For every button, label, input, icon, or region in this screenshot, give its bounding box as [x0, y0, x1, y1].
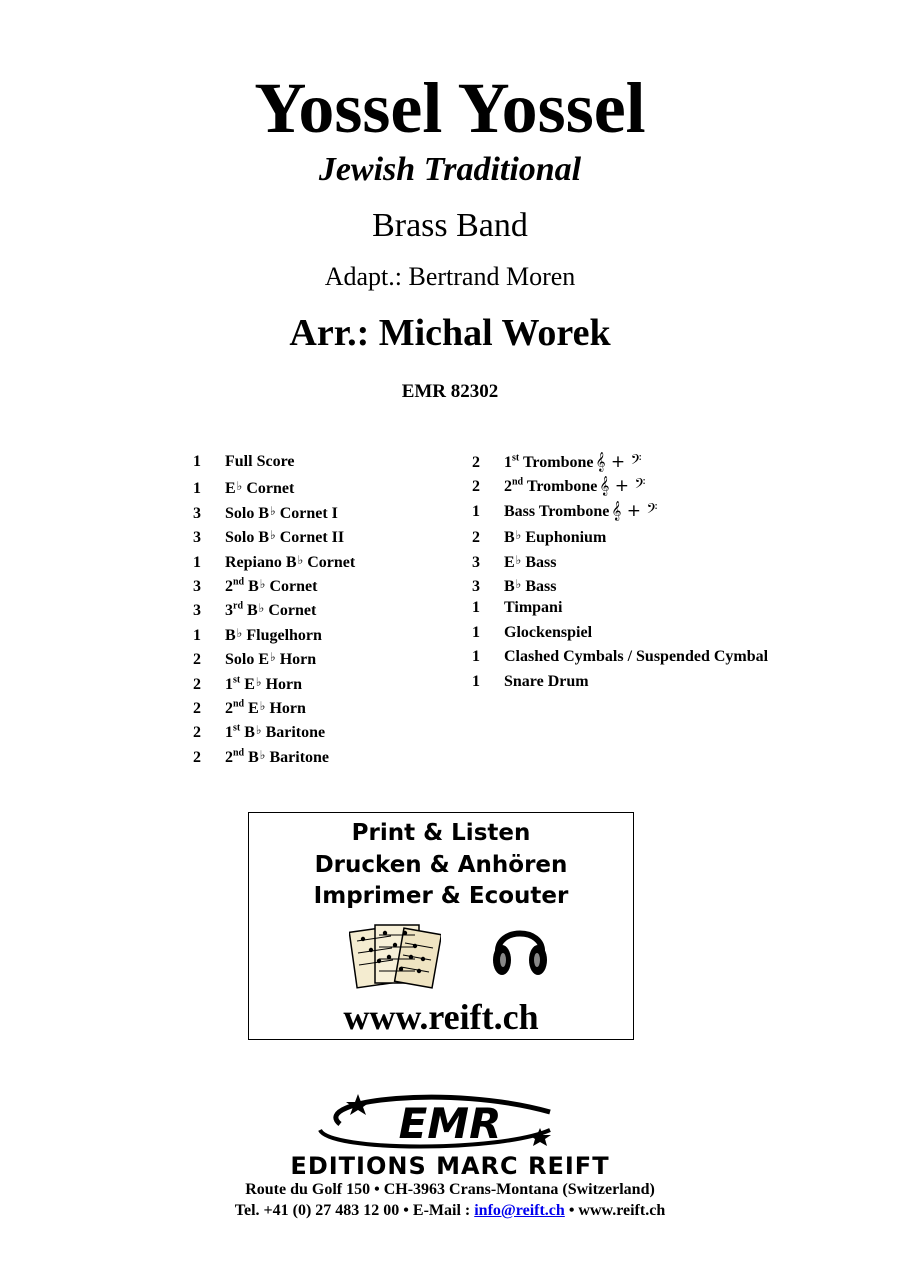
part-name: [504, 474, 645, 499]
part-name: [225, 621, 322, 648]
part-name-pre: Repiano B: [225, 553, 297, 571]
part-row: [193, 450, 355, 474]
part-name-sup: nd: [233, 576, 245, 588]
promo-line-german: Drucken & Anhören: [314, 852, 568, 878]
part-name: [225, 450, 294, 474]
adaptation-credit: Adapt.: Bertrand Moren: [324, 262, 576, 291]
contact-website: • www.reift.ch: [564, 1202, 666, 1219]
part-name-post: Cornet: [264, 602, 317, 620]
part-name-post: Flugelhorn: [242, 626, 322, 644]
part-name-pre: 3: [225, 602, 233, 620]
part-quantity: 3: [193, 602, 201, 620]
part-name-mid: B: [243, 602, 258, 620]
part-name-flat: ♭: [270, 650, 276, 665]
part-row: [472, 596, 768, 620]
part-row: [193, 548, 355, 572]
part-name: [504, 645, 768, 669]
part-name-pre: 2: [225, 577, 233, 595]
part-name-flat: ♭: [236, 625, 243, 640]
part-name-pre: Solo B: [225, 504, 270, 522]
part-name-sup: rd: [233, 601, 243, 613]
part-quantity: 3: [193, 529, 201, 547]
parts-list-right: [472, 450, 768, 694]
part-name-sup: st: [512, 452, 520, 464]
part-name-flat: ♭: [255, 723, 262, 738]
part-name-flat: ♭: [270, 503, 276, 518]
part-name-post: Cornet I: [275, 504, 338, 522]
part-name-post: Horn: [275, 651, 317, 669]
part-quantity: 2: [193, 724, 201, 742]
part-name-mid: B: [244, 577, 259, 595]
part-row: [193, 523, 355, 547]
part-name-post: Cornet: [265, 577, 318, 595]
part-quantity: 1: [472, 599, 480, 617]
part-name-pre: Solo B: [225, 529, 270, 547]
part-name-sup: st: [233, 722, 241, 734]
part-name-post: Cornet II: [275, 529, 345, 547]
part-name-sup: nd: [512, 477, 524, 489]
part-name-post: Cornet: [303, 553, 356, 571]
part-quantity: 2: [193, 699, 201, 717]
part-name-post: Euphonium: [521, 529, 607, 547]
part-name-pre: Full Score: [225, 453, 295, 470]
part-name-flat: ♭: [236, 479, 243, 494]
part-name-mid: Trombone: [523, 478, 598, 496]
publisher-address: Route du Golf 150 • CH-3963 Crans-Montana (Switzerland): [245, 1181, 655, 1198]
part-row: [472, 523, 768, 547]
part-name: [504, 572, 556, 599]
part-quantity: 2: [472, 529, 480, 547]
part-name: [504, 450, 642, 475]
part-row: [472, 450, 768, 474]
promo-line-english: Print & Listen: [351, 820, 531, 846]
part-name-pre: Clashed Cymbals / Suspended Cymbal: [504, 648, 769, 666]
part-name-pre: E: [225, 480, 236, 498]
part-row: [472, 548, 768, 572]
catalog-number: EMR 82302: [401, 381, 499, 402]
part-name-pre: 2: [225, 699, 233, 717]
part-quantity: 1: [193, 553, 201, 571]
part-name-pre: 2: [225, 748, 233, 766]
part-name-mid: B: [244, 748, 259, 766]
part-name-sup: nd: [233, 747, 245, 759]
part-quantity: 2: [193, 748, 201, 766]
logo-lettering: EMR: [398, 1099, 502, 1148]
part-name: [225, 548, 355, 575]
part-quantity: 3: [193, 577, 201, 595]
part-row: [193, 670, 355, 694]
clef-icons: 𝄞 + 𝄢: [599, 476, 646, 497]
part-quantity: 1: [472, 623, 480, 641]
part-quantity: 3: [472, 577, 480, 595]
part-name-post: Baritone: [265, 748, 330, 766]
part-name: [225, 499, 338, 526]
part-name-flat: ♭: [515, 552, 522, 567]
part-name-sup: st: [233, 674, 241, 686]
part-row: [472, 572, 768, 596]
part-row: [472, 474, 768, 498]
part-name-pre: E: [504, 553, 515, 571]
part-name-flat: ♭: [297, 552, 304, 567]
part-name: [504, 499, 657, 524]
publisher-contact: [0, 1201, 900, 1221]
part-name: [504, 523, 606, 550]
promo-line-french: Imprimer & Ecouter: [313, 883, 569, 909]
part-row: [193, 621, 355, 645]
part-name-pre: Snare Drum: [504, 672, 589, 690]
part-name: [225, 694, 306, 721]
part-name: [225, 743, 329, 770]
part-name: [504, 670, 589, 694]
part-name: [504, 548, 556, 575]
part-name-flat: ♭: [270, 528, 276, 543]
part-name: [504, 596, 562, 620]
part-row: [193, 718, 355, 742]
part-name-pre: B: [225, 626, 236, 644]
promo-website: www.reift.ch: [343, 997, 539, 1037]
part-name-mid: B: [240, 724, 255, 742]
part-name-pre: Bass Trombone: [504, 502, 610, 520]
score-subtitle: Jewish Traditional: [318, 151, 582, 188]
contact-phone: Tel. +41 (0) 27 483 12 00 • E-Mail :: [234, 1202, 475, 1219]
part-name-pre: Glockenspiel: [504, 623, 593, 641]
part-row: [193, 645, 355, 669]
part-quantity: 2: [472, 454, 480, 471]
part-quantity: 2: [472, 478, 480, 496]
part-name-pre: 1: [225, 724, 233, 742]
clef-icons: 𝄞 + 𝄢: [611, 500, 658, 521]
part-name-pre: B: [504, 529, 515, 547]
publisher-name: EDITIONS MARC REIFT: [290, 1152, 610, 1180]
part-name-post: Horn: [261, 675, 303, 693]
part-name: [225, 670, 302, 697]
part-name-pre: Solo E: [225, 651, 270, 669]
part-name-sup: nd: [233, 698, 245, 710]
part-quantity: 1: [193, 626, 201, 644]
part-row: [193, 596, 355, 620]
part-name-flat: ♭: [259, 576, 266, 591]
part-quantity: 1: [193, 480, 201, 498]
part-name: [225, 645, 316, 672]
part-row: [472, 499, 768, 523]
emr-logo: [300, 1090, 600, 1152]
part-quantity: 2: [193, 651, 201, 669]
score-title: Yossel Yossel: [254, 68, 646, 148]
part-name-pre: B: [504, 577, 515, 595]
part-row: [472, 645, 768, 669]
part-name-flat: ♭: [255, 674, 262, 689]
part-name-post: Horn: [265, 699, 306, 717]
sheet-music-icon: [349, 919, 441, 991]
part-name-post: Bass: [521, 577, 557, 595]
part-name: [225, 718, 325, 745]
part-name-post: Baritone: [261, 724, 326, 742]
clef-icons: 𝄞 + 𝄢: [595, 452, 642, 472]
part-name-post: Cornet: [242, 480, 295, 498]
part-name-mid: Trombone: [519, 454, 594, 471]
part-row: [472, 670, 768, 694]
part-name-flat: ♭: [258, 601, 265, 616]
part-row: [193, 743, 355, 767]
part-name-post: Bass: [521, 553, 557, 571]
part-quantity: 1: [193, 453, 201, 470]
part-row: [193, 694, 355, 718]
part-name: [225, 572, 317, 599]
arranger-credit: Arr.: Michal Worek: [289, 312, 611, 354]
part-name-flat: ♭: [259, 747, 266, 762]
email-link[interactable]: info@reift.ch: [474, 1202, 565, 1219]
part-quantity: 3: [193, 504, 201, 522]
part-quantity: 3: [472, 553, 480, 571]
parts-list-left: [193, 450, 355, 767]
part-name: [225, 523, 344, 550]
part-name-pre: Timpani: [504, 599, 563, 617]
part-row: [193, 474, 355, 498]
part-name-flat: ♭: [515, 528, 522, 543]
part-name-pre: 2: [504, 478, 512, 496]
part-name-flat: ♭: [515, 576, 522, 591]
part-name-mid: E: [244, 699, 259, 717]
part-row: [193, 572, 355, 596]
part-name-pre: 1: [225, 675, 233, 693]
part-name: [225, 596, 316, 623]
part-row: [193, 499, 355, 523]
part-row: [472, 621, 768, 645]
part-quantity: 1: [472, 672, 480, 690]
part-name-flat: ♭: [259, 698, 266, 713]
part-quantity: 2: [193, 675, 201, 693]
print-listen-box: [248, 812, 634, 1040]
part-quantity: 1: [472, 502, 480, 520]
ensemble-label: Brass Band: [372, 207, 528, 244]
part-name: [504, 621, 592, 645]
part-quantity: 1: [472, 648, 480, 666]
part-name-mid: E: [240, 675, 255, 693]
part-name-pre: 1: [504, 454, 512, 471]
headphones-icon: [490, 913, 550, 979]
part-name: [225, 474, 294, 501]
